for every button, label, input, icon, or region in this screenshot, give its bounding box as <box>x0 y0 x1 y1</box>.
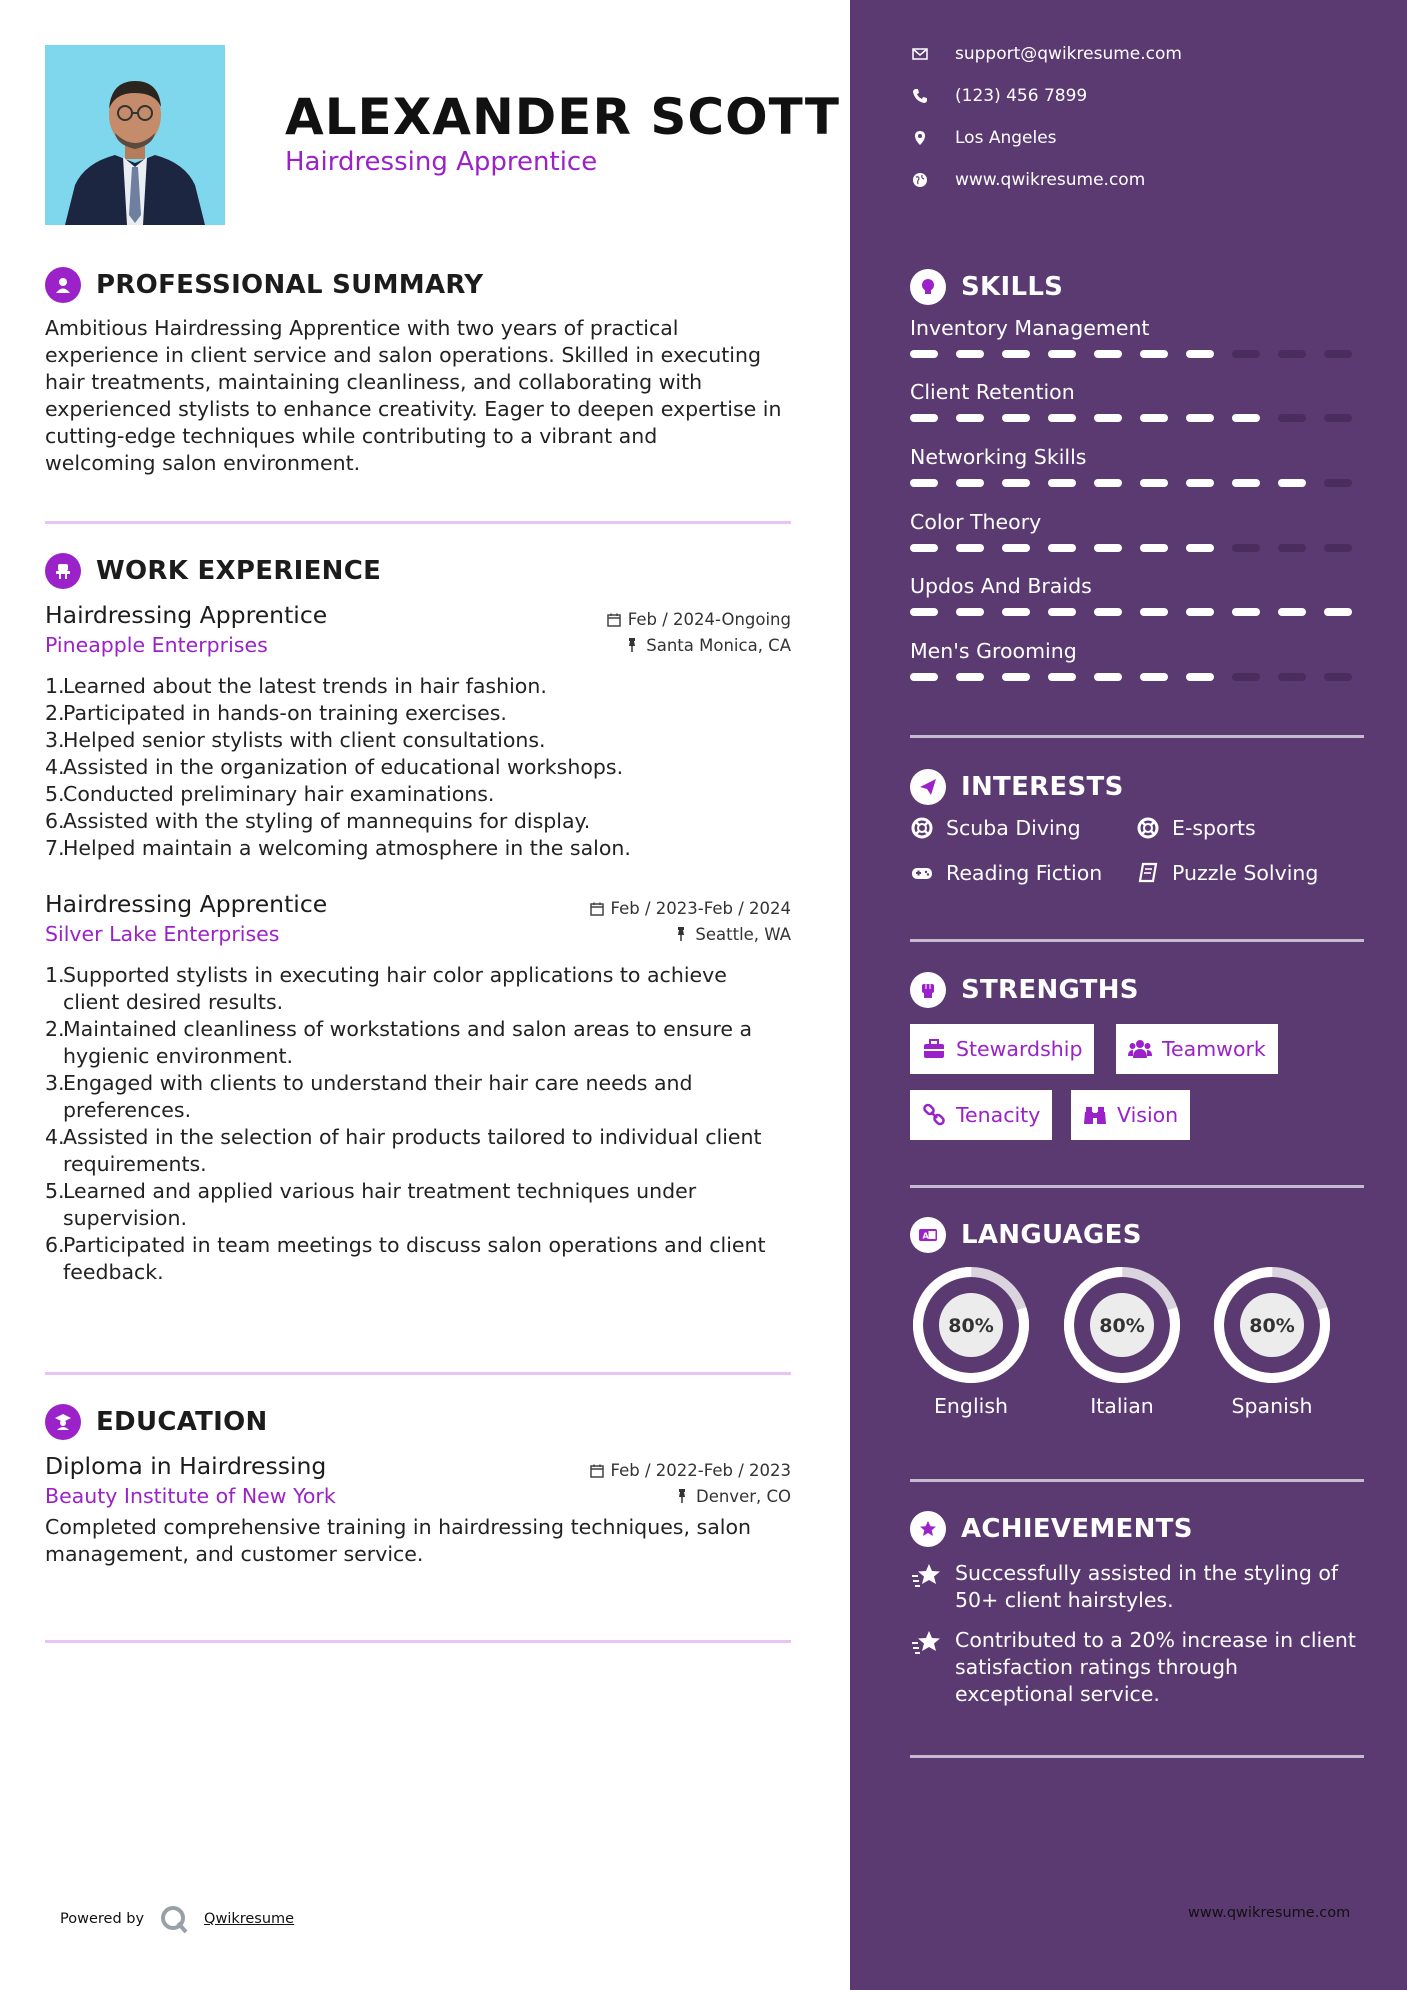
list-item: 7. Helped maintain a welcoming atmosphere in the salon. <box>45 836 631 860</box>
skill-name: Client Retention <box>910 380 1075 404</box>
skill-segment <box>1048 414 1076 422</box>
skill-segment <box>956 414 984 422</box>
languages-heading: LANGUAGES <box>961 1220 1142 1250</box>
achievement-item <box>910 1627 1364 1708</box>
interest-item <box>910 816 1081 840</box>
job-duties <box>45 962 791 1286</box>
shooting-star-icon <box>910 1560 942 1592</box>
summary-heading: PROFESSIONAL SUMMARY <box>96 270 484 300</box>
language-gauge <box>1211 1264 1333 1386</box>
language-item <box>1211 1264 1333 1418</box>
achievement-text: Contributed to a 20% increase in client satisfaction ratings through exceptional service. <box>955 1628 1356 1706</box>
lifebuoy-icon <box>1136 816 1160 840</box>
map-marker-icon <box>910 128 930 148</box>
skill-rating <box>910 544 1364 552</box>
interest-item <box>910 861 1102 885</box>
job-location <box>624 636 791 655</box>
list-item: 1. Learned about the latest trends in hair fashion. <box>45 674 547 698</box>
education-header <box>45 1402 791 1442</box>
calendar-icon <box>589 901 605 917</box>
language-percent: 80% <box>1099 1315 1145 1337</box>
skill-segment <box>1278 673 1306 681</box>
strength-label: Stewardship <box>956 1037 1083 1061</box>
job-entry <box>45 886 791 1286</box>
skill-segment <box>1186 544 1214 552</box>
skill-segment <box>956 479 984 487</box>
section-divider <box>45 1640 791 1643</box>
summary-section <box>45 265 791 477</box>
strength-chip <box>910 1024 1094 1074</box>
skill-segment <box>1324 608 1352 616</box>
skill-item <box>910 508 1364 552</box>
binoculars-icon <box>1083 1103 1107 1127</box>
job-dates-text: Feb / 2024-Ongoing <box>627 610 791 629</box>
shooting-star-icon <box>910 1627 942 1659</box>
skill-name: Color Theory <box>910 510 1042 534</box>
skill-segment <box>1140 544 1168 552</box>
experience-section <box>45 551 791 1286</box>
achievements-header <box>910 1509 1364 1549</box>
skill-item <box>910 572 1364 616</box>
summary-header <box>45 265 791 305</box>
interests-section <box>910 767 1364 807</box>
contact-phone <box>910 86 1087 106</box>
achievements-heading: ACHIEVEMENTS <box>961 1514 1193 1544</box>
skill-segment <box>1002 479 1030 487</box>
paper-plane-icon <box>910 769 946 805</box>
sidebar-divider <box>910 1755 1364 1758</box>
list-item: 3. Engaged with clients to understand their hair care needs and preferences. <box>45 1071 693 1122</box>
users-icon <box>1128 1037 1152 1061</box>
pin-icon <box>673 926 689 942</box>
skill-segment <box>956 608 984 616</box>
list-item: 1. Supported stylists in executing hair color applications to achieve client desired results. <box>45 963 727 1014</box>
gamepad-icon <box>910 861 934 885</box>
sidebar-divider <box>910 1479 1364 1482</box>
skill-rating <box>910 608 1364 616</box>
lightbulb-icon <box>910 269 946 305</box>
skill-segment <box>956 350 984 358</box>
briefcase-icon <box>922 1037 946 1061</box>
interests-header <box>910 767 1364 807</box>
summary-line: cutting-edge techniques while contributing to a vibrant and <box>45 424 658 448</box>
skill-segment <box>1140 479 1168 487</box>
skill-segment <box>1278 544 1306 552</box>
language-name: Spanish <box>1231 1394 1313 1418</box>
language-name: English <box>933 1394 1009 1418</box>
skill-segment <box>1324 414 1352 422</box>
portrait-image <box>45 45 225 225</box>
skill-segment <box>910 350 938 358</box>
summary-line: experience in client service and salon operations. Skilled in executing <box>45 343 762 367</box>
skill-segment <box>1186 414 1214 422</box>
skill-segment <box>1094 544 1122 552</box>
company-name: Pineapple Enterprises <box>45 633 268 657</box>
list-item: 2. Participated in hands-on training exercises. <box>45 701 507 725</box>
skill-segment <box>1140 414 1168 422</box>
skill-segment <box>1278 414 1306 422</box>
list-item: 4. Assisted in the organization of educational workshops. <box>45 755 624 779</box>
job-location-text: Seattle, WA <box>695 924 791 944</box>
footer-website[interactable]: www.qwikresume.com <box>1188 1905 1351 1921</box>
job-location <box>673 925 791 944</box>
summary-line: welcoming salon environment. <box>45 451 361 475</box>
skills-heading: SKILLS <box>961 272 1064 302</box>
skill-segment <box>1232 479 1260 487</box>
language-gauge <box>1061 1264 1183 1386</box>
interest-label: Puzzle Solving <box>1172 861 1319 885</box>
job-location-text: Santa Monica, CA <box>646 635 791 655</box>
summary-line: Ambitious Hairdressing Apprentice with two years of practical <box>45 316 679 340</box>
skill-segment <box>1094 673 1122 681</box>
job-dates-text: Feb / 2023-Feb / 2024 <box>610 899 791 918</box>
sidebar-divider <box>910 939 1364 942</box>
skill-segment <box>1048 350 1076 358</box>
strength-label: Tenacity <box>956 1103 1041 1127</box>
skill-segment <box>1094 350 1122 358</box>
interest-label: Scuba Diving <box>946 816 1081 840</box>
languages-header <box>910 1215 1364 1255</box>
skill-segment <box>1232 673 1260 681</box>
pin-icon <box>674 1488 690 1504</box>
list-item: 2. Maintained cleanliness of workstations and salon areas to ensure a hygienic environment. <box>45 1017 753 1068</box>
strength-label: Teamwork <box>1162 1037 1266 1061</box>
strengths-section <box>910 970 1364 1010</box>
skill-segment <box>1278 608 1306 616</box>
skill-segment <box>1324 350 1352 358</box>
school-name: Beauty Institute of New York <box>45 1484 336 1508</box>
skill-segment <box>956 673 984 681</box>
skill-rating <box>910 414 1364 422</box>
translate-icon <box>910 1217 946 1253</box>
strength-chip <box>1071 1090 1190 1140</box>
job-entry <box>45 597 791 862</box>
skill-segment <box>1186 350 1214 358</box>
skill-segment <box>1048 608 1076 616</box>
section-divider <box>45 521 791 524</box>
skill-name: Updos And Braids <box>910 574 1092 598</box>
education-line: management, and customer service. <box>45 1542 424 1566</box>
skill-segment <box>1186 479 1214 487</box>
education-line: Completed comprehensive training in hairdressing techniques, salon <box>45 1515 751 1539</box>
skill-segment <box>1002 608 1030 616</box>
strengths-heading: STRENGTHS <box>961 975 1139 1005</box>
skill-segment <box>1324 479 1352 487</box>
link-icon <box>922 1103 946 1127</box>
email-text[interactable]: support@qwikresume.com <box>955 44 1182 64</box>
degree-title: Diploma in Hairdressing <box>45 1452 327 1480</box>
candidate-name: ALEXANDER SCOTT <box>285 88 840 146</box>
interests-heading: INTERESTS <box>961 772 1124 802</box>
education-entry <box>45 1448 791 1568</box>
skill-segment <box>1002 414 1030 422</box>
job-duties <box>45 673 791 862</box>
calendar-icon <box>589 1463 605 1479</box>
strengths-header <box>910 970 1364 1010</box>
education-dates <box>589 1461 791 1480</box>
skill-segment <box>1048 673 1076 681</box>
calendar-icon <box>606 612 622 628</box>
skill-segment <box>1232 544 1260 552</box>
skills-header <box>910 267 1364 307</box>
interest-label: E-sports <box>1172 816 1256 840</box>
user-icon <box>45 267 81 303</box>
book-icon <box>1136 861 1160 885</box>
job-title: Hairdressing Apprentice <box>45 890 328 918</box>
summary-line: experienced stylists to enhance creativity. Eager to deepen expertise in <box>45 397 782 421</box>
education-dates-text: Feb / 2022-Feb / 2023 <box>610 1461 791 1480</box>
location-text: Los Angeles <box>955 128 1057 148</box>
skill-segment <box>1094 608 1122 616</box>
footer-powered-by <box>60 1903 294 1935</box>
star-badge-icon <box>910 1511 946 1547</box>
skill-item <box>910 443 1364 487</box>
list-item: 5. Conducted preliminary hair examinations. <box>45 782 495 806</box>
strength-chip <box>1116 1024 1278 1074</box>
summary-line: hair treatments, maintaining cleanliness, and collaborating with <box>45 370 703 394</box>
interest-label: Reading Fiction <box>946 861 1103 885</box>
candidate-title: Hairdressing Apprentice <box>285 147 598 177</box>
qwikresume-logo-icon <box>158 1903 190 1935</box>
skill-segment <box>910 608 938 616</box>
skill-segment <box>1094 414 1122 422</box>
contact-website <box>910 170 1145 190</box>
powered-by-label: Powered by <box>60 1911 145 1927</box>
experience-header <box>45 551 791 591</box>
language-gauge <box>910 1264 1032 1386</box>
section-divider <box>45 1372 791 1375</box>
skill-name: Networking Skills <box>910 445 1087 469</box>
list-item: 6. Assisted with the styling of mannequins for display. <box>45 809 591 833</box>
chair-icon <box>45 553 81 589</box>
language-percent: 80% <box>948 1315 994 1337</box>
pin-icon <box>624 637 640 653</box>
language-item <box>1061 1264 1183 1418</box>
lifebuoy-icon <box>910 816 934 840</box>
skill-item <box>910 314 1364 358</box>
skill-segment <box>1278 479 1306 487</box>
svg-text:A: A <box>922 1231 929 1241</box>
phone-text[interactable]: (123) 456 7899 <box>955 86 1088 106</box>
skills-section <box>910 267 1364 307</box>
skill-segment <box>1140 350 1168 358</box>
achievements-section <box>910 1509 1364 1549</box>
skill-item <box>910 378 1364 422</box>
skill-rating <box>910 673 1364 681</box>
languages-section <box>910 1215 1364 1255</box>
graduate-icon <box>45 1404 81 1440</box>
strength-chip <box>910 1090 1052 1140</box>
strength-label: Vision <box>1117 1103 1179 1127</box>
envelope-icon <box>910 44 930 64</box>
job-title: Hairdressing Apprentice <box>45 601 328 629</box>
language-percent: 80% <box>1249 1315 1295 1337</box>
language-name: Italian <box>1090 1394 1154 1418</box>
company-name: Silver Lake Enterprises <box>45 922 280 946</box>
list-item: 5. Learned and applied various hair treatment techniques under supervision. <box>45 1179 697 1230</box>
achievement-item <box>910 1560 1364 1614</box>
skill-segment <box>1140 608 1168 616</box>
interest-item <box>1136 861 1318 885</box>
education-location-text: Denver, CO <box>695 1486 791 1506</box>
skill-segment <box>1324 544 1352 552</box>
skill-segment <box>1232 608 1260 616</box>
job-dates <box>589 899 791 918</box>
globe-icon <box>910 170 930 190</box>
skill-segment <box>1232 414 1260 422</box>
phone-icon <box>910 86 930 106</box>
list-item: 3. Helped senior stylists with client consultations. <box>45 728 546 752</box>
skill-segment <box>910 673 938 681</box>
skill-segment <box>1048 479 1076 487</box>
language-item <box>910 1264 1032 1418</box>
skill-segment <box>1048 544 1076 552</box>
skill-segment <box>1094 479 1122 487</box>
skill-segment <box>910 479 938 487</box>
skill-segment <box>1186 673 1214 681</box>
skill-rating <box>910 350 1364 358</box>
list-item: 4. Assisted in the selection of hair products tailored to individual client requirements. <box>45 1125 762 1176</box>
education-location <box>674 1487 791 1506</box>
skill-segment <box>1140 673 1168 681</box>
job-dates <box>606 610 791 629</box>
skill-item <box>910 637 1364 681</box>
sidebar-divider <box>910 1185 1364 1188</box>
skill-rating <box>910 479 1364 487</box>
achievement-text: Successfully assisted in the styling of 50+ client hairstyles. <box>955 1561 1339 1612</box>
skill-segment <box>1232 350 1260 358</box>
skill-name: Men's Grooming <box>910 639 1077 663</box>
sidebar-divider <box>910 735 1364 738</box>
skill-segment <box>1002 673 1030 681</box>
interest-item <box>1136 816 1256 840</box>
website-text[interactable]: www.qwikresume.com <box>955 170 1146 190</box>
experience-heading: WORK EXPERIENCE <box>96 556 382 586</box>
skill-segment <box>1324 673 1352 681</box>
contact-email <box>910 44 1182 64</box>
education-description <box>45 1514 791 1568</box>
skill-segment <box>1186 608 1214 616</box>
education-section <box>45 1402 791 1568</box>
education-heading: EDUCATION <box>96 1407 268 1437</box>
skill-segment <box>910 414 938 422</box>
qwikresume-link[interactable]: Qwikresume <box>204 1911 295 1927</box>
list-item: 6. Participated in team meetings to discuss salon operations and client feedback. <box>45 1233 766 1284</box>
skill-segment <box>956 544 984 552</box>
skill-name: Inventory Management <box>910 316 1150 340</box>
skill-segment <box>910 544 938 552</box>
skill-segment <box>1002 544 1030 552</box>
fist-icon <box>910 972 946 1008</box>
contact-location <box>910 128 1057 148</box>
profile-photo <box>45 45 225 225</box>
skill-segment <box>1278 350 1306 358</box>
summary-text <box>45 315 791 477</box>
skill-segment <box>1002 350 1030 358</box>
sidebar <box>850 0 1407 1990</box>
